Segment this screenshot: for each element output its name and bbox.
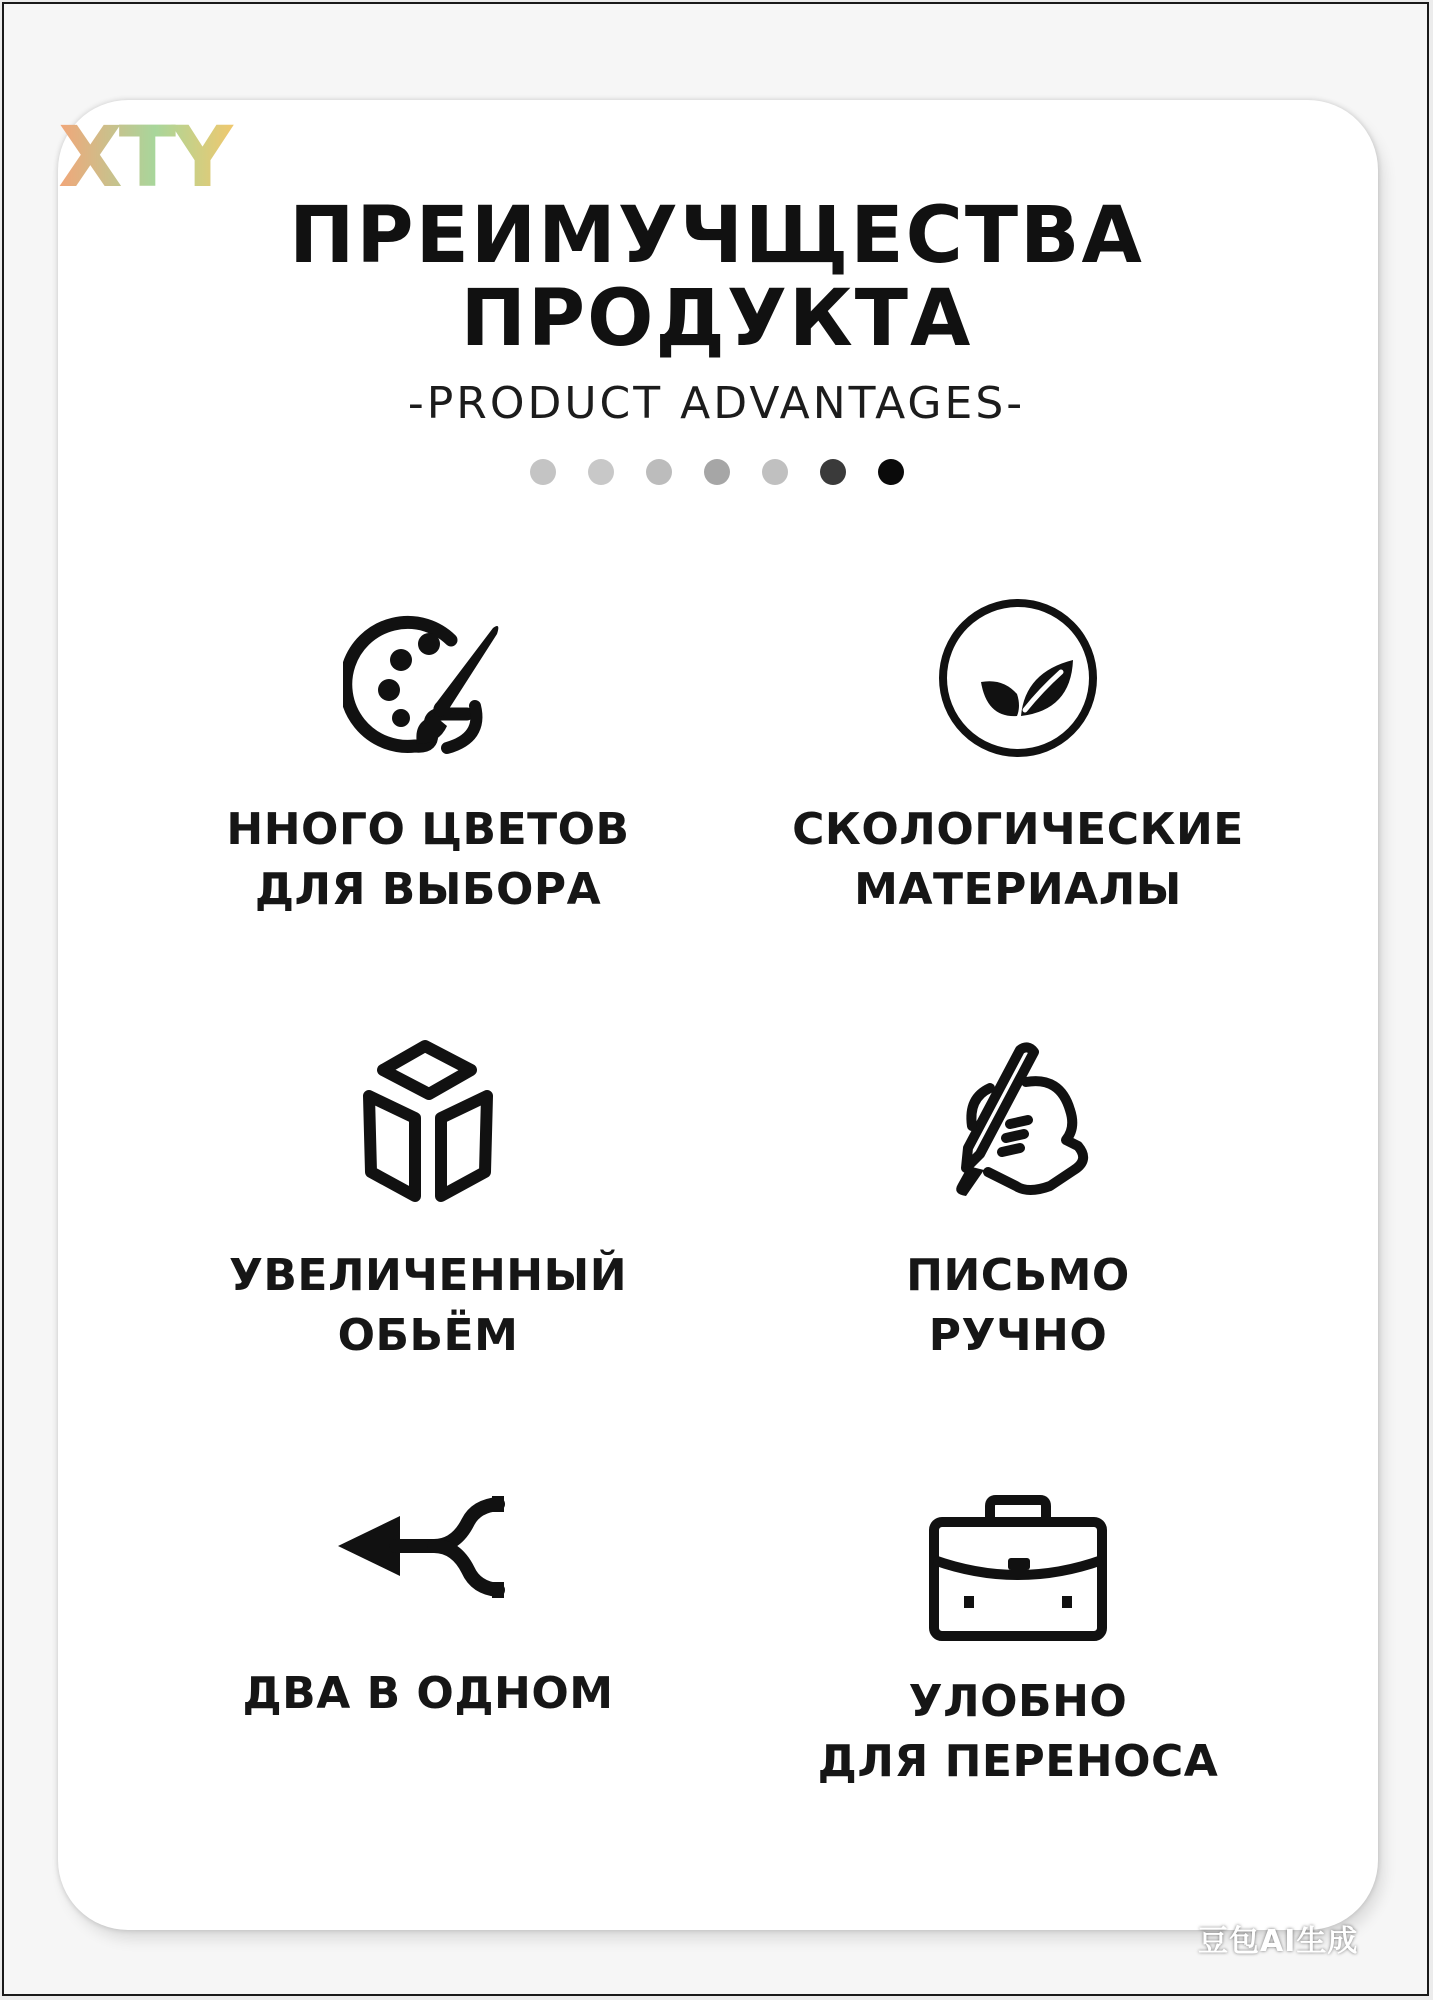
- indicator-dot: [588, 459, 614, 485]
- feature-label-line1: УЛОБНО: [908, 1676, 1128, 1727]
- eco-leaves-icon: [933, 598, 1103, 768]
- page-subtitle: -PRODUCT ADVANTAGES-: [407, 378, 1026, 429]
- indicator-dot: [820, 459, 846, 485]
- feature-label-line1: ДВА В ОДНОМ: [242, 1668, 614, 1719]
- feature-eco-materials: [738, 598, 1298, 920]
- feature-colors: [148, 598, 708, 920]
- feature-label-line2: ОБЬЁМ: [337, 1310, 519, 1361]
- feature-label-line2: ДЛЯ ВЫБОРА: [254, 864, 602, 915]
- indicator-dot: [878, 459, 904, 485]
- feature-label-line2: МАТЕРИАЛЫ: [854, 864, 1182, 915]
- feature-label-line1: ННОГО ЦВЕТОВ: [226, 804, 630, 855]
- indicator-dot: [704, 459, 730, 485]
- feature-portable: [738, 1494, 1298, 1792]
- feature-two-in-one: [148, 1496, 708, 1724]
- briefcase-icon: [928, 1494, 1108, 1644]
- feature-label-line1: ПИСЬМО: [906, 1250, 1130, 1301]
- feature-label-line2: РУЧНО: [928, 1310, 1108, 1361]
- indicator-dot: [646, 459, 672, 485]
- cube-icon: [343, 1036, 513, 1206]
- ai-watermark: 豆包AI生成: [1198, 1924, 1359, 1959]
- brand-logo: [58, 108, 258, 198]
- page-title-line1: ПРЕИМУЧЩЕСТВА: [289, 191, 1144, 281]
- hand-writing-icon: [928, 1036, 1108, 1206]
- palette-brush-icon: [343, 598, 513, 768]
- dot-indicator: [530, 459, 910, 489]
- indicator-dot: [762, 459, 788, 485]
- feature-volume: [148, 1036, 708, 1366]
- page-title-line2: ПРОДУКТА: [460, 274, 973, 364]
- feature-label-line2: ДЛЯ ПЕРЕНОСА: [817, 1736, 1219, 1787]
- feature-label-line1: СКОЛОГИЧЕСКИЕ: [792, 804, 1244, 855]
- indicator-dot: [530, 459, 556, 485]
- logo-text: XTY: [58, 108, 229, 198]
- two-in-one-arrow-icon: [338, 1496, 518, 1606]
- feature-handwriting: [738, 1036, 1298, 1366]
- feature-label-line1: УВЕЛИЧЕННЫЙ: [228, 1250, 628, 1301]
